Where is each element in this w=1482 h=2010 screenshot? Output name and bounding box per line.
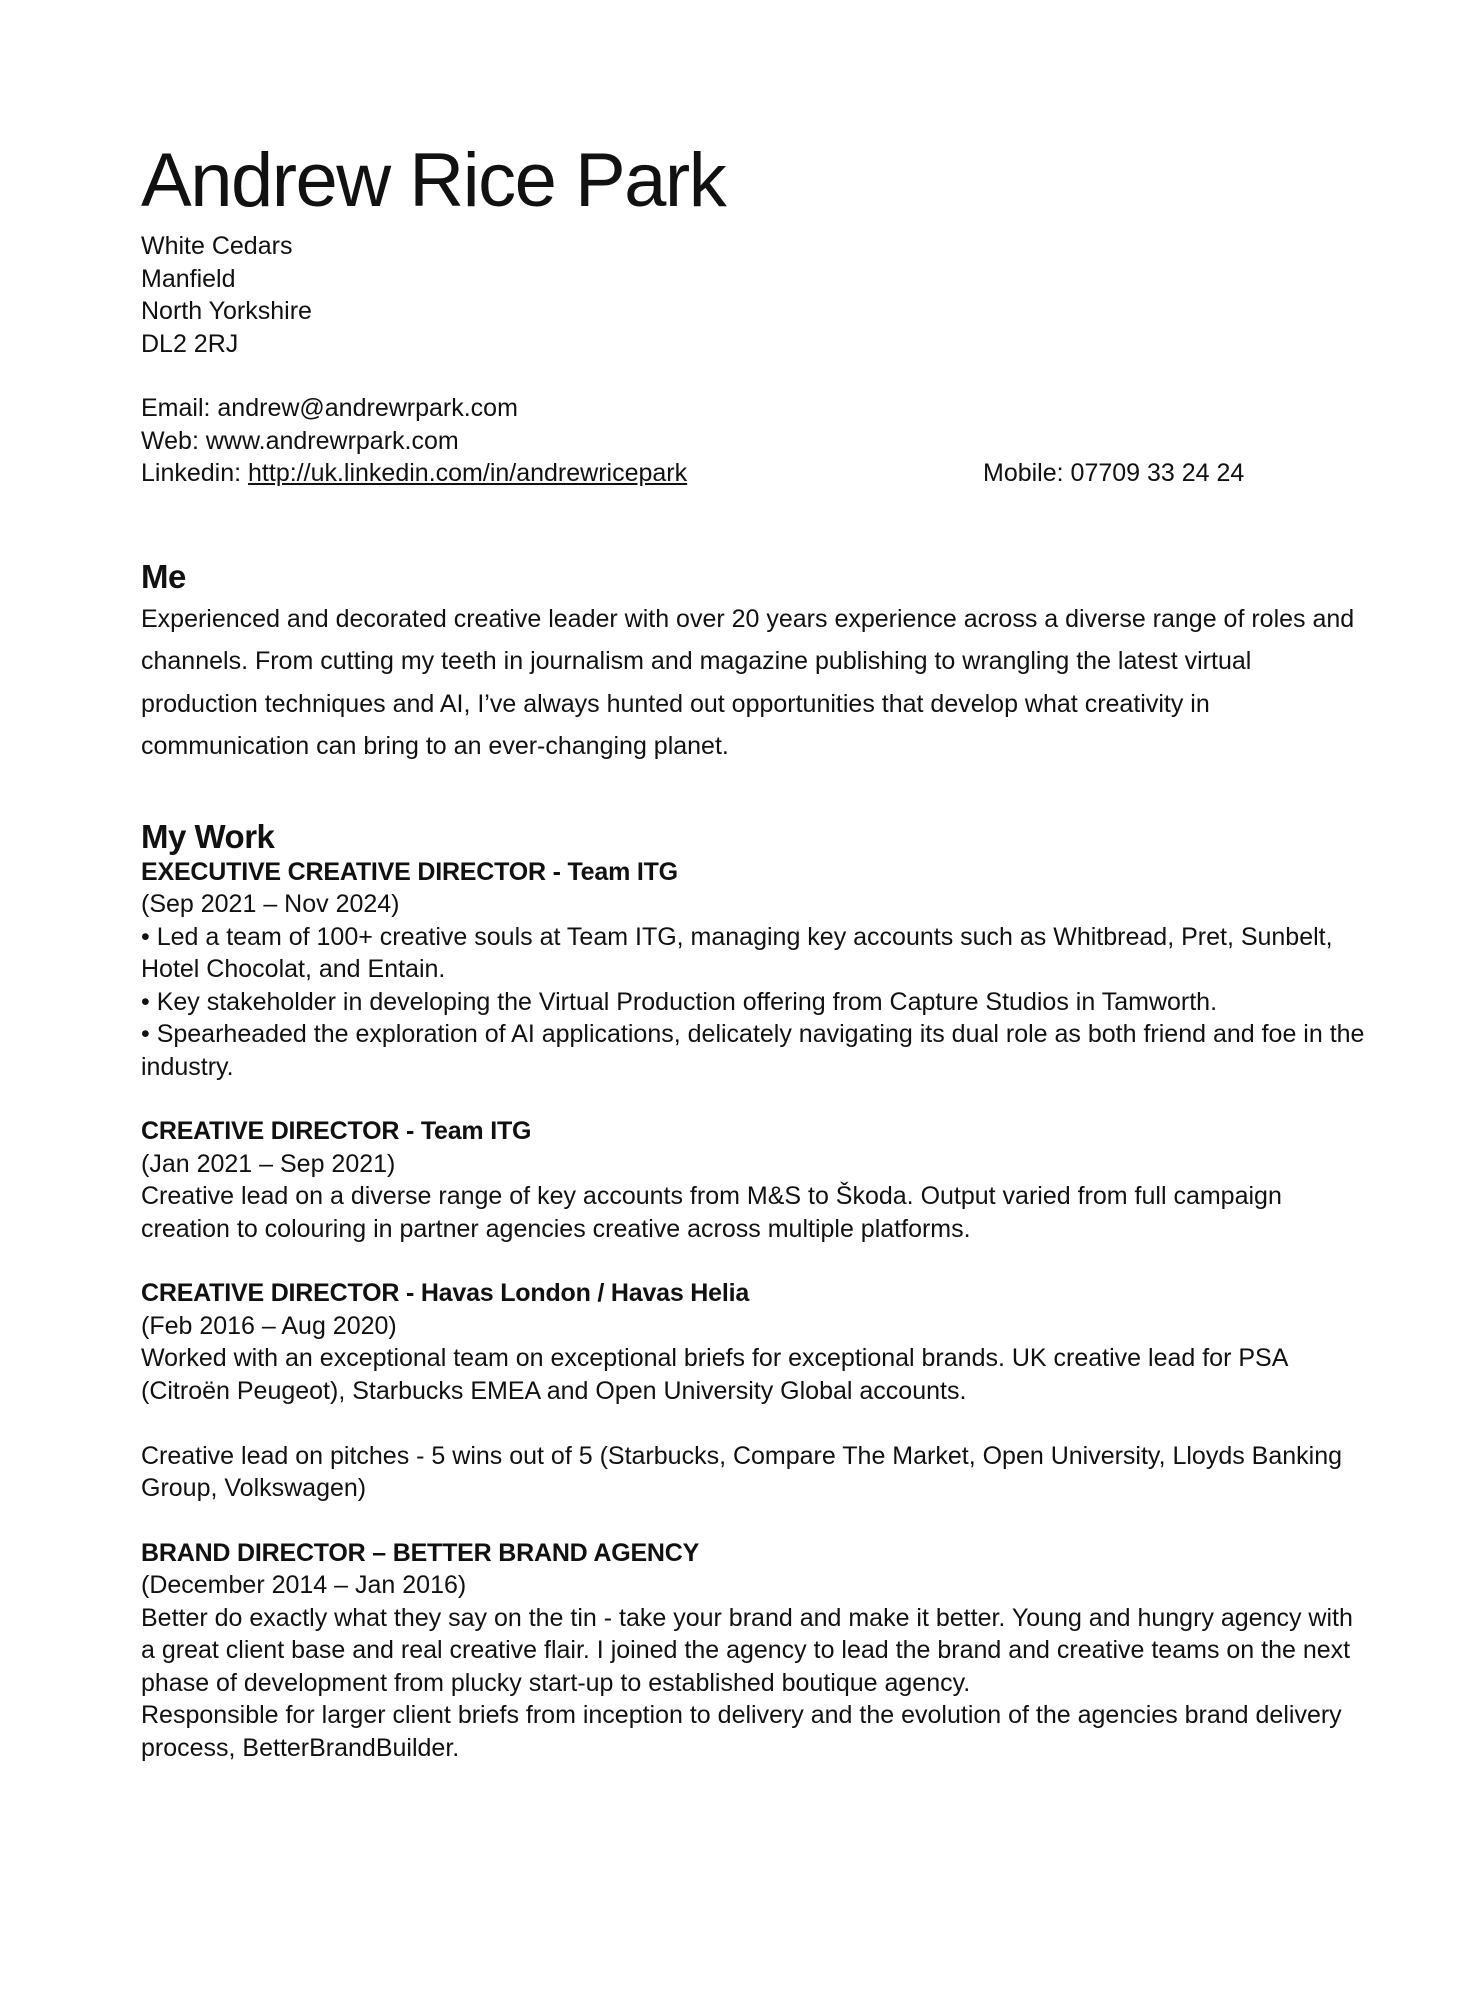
job-description: Creative lead on a diverse range of key accounts from M&S to Škoda. Output varied from full campaign creation to colouring in partner agencies creative across multiple platforms. — [141, 1182, 1282, 1243]
job-title: EXECUTIVE CREATIVE DIRECTOR - Team ITG — [141, 857, 678, 886]
web-line: Web: www.andrewrpark.com — [141, 426, 459, 455]
candidate-name: Andrew Rice Park — [141, 138, 726, 223]
job-description: Creative lead on pitches - 5 wins out of 5 (Starbucks, Compare The Market, Open University, Lloyds Banking Group, Volkswagen) — [141, 1441, 1343, 1502]
job-bullet: • Led a team of 100+ creative souls at Team ITG, managing key accounts such as Whitbread, Pret, Sunbelt, Hotel Chocolat, and Entain. — [141, 922, 1333, 983]
job-entry — [141, 856, 1371, 1084]
job-title: BRAND DIRECTOR – BETTER BRAND AGENCY — [141, 1538, 700, 1567]
paragraph-spacer — [141, 1407, 1371, 1440]
job-bullet: • Key stakeholder in developing the Virtual Production offering from Capture Studios in Tamworth. — [141, 987, 1218, 1016]
me-heading: Me — [141, 557, 186, 595]
job-title: CREATIVE DIRECTOR - Havas London / Havas Helia — [141, 1279, 750, 1307]
mobile-number: Mobile: 07709 33 24 24 — [983, 459, 1245, 487]
contact-details — [141, 392, 1371, 490]
linkedin-line — [141, 457, 1371, 490]
job-description: Worked with an exceptional team on exceptional briefs for exceptional brands. UK creative lead for PSA (Citroën Peugeot), Starbucks EMEA and Open University Global accounts. — [141, 1344, 1287, 1405]
job-dates: (Sep 2021 – Nov 2024) — [141, 890, 400, 918]
address-line: White Cedars — [141, 232, 293, 260]
profile-summary: Experienced and decorated creative leader with over 20 years experience across a diverse range of roles and channels. From cutting my teeth in journalism and magazine publishing to wrangling the latest virtual production techniques and AI, I’ve always hunted out opportunities that develop what creativity in communication can bring to an ever-changing planet. — [141, 604, 1355, 760]
email-line: Email: andrew@andrewrpark.com — [141, 394, 518, 422]
work-heading: My Work — [141, 817, 275, 855]
job-description: Responsible for larger client briefs from inception to delivery and the evolution of the agencies brand delivery process, BetterBrandBuilder. — [141, 1701, 1342, 1762]
resume-page — [141, 138, 1371, 1764]
job-bullet: • Spearheaded the exploration of AI applications, delicately navigating its dual role as both friend and foe in the industry. — [141, 1020, 1365, 1081]
job-entry — [141, 1277, 1371, 1505]
job-dates: (December 2014 – Jan 2016) — [141, 1571, 467, 1599]
job-dates: (Feb 2016 – Aug 2020) — [141, 1311, 397, 1340]
job-entry — [141, 1115, 1371, 1245]
job-entry — [141, 1537, 1371, 1765]
linkedin-link[interactable]: http://uk.linkedin.com/in/andrewricepark — [248, 459, 688, 487]
job-description: Better do exactly what they say on the tin - take your brand and make it better. Young and hungry agency with a great client base and real creative flair. I joined the agency to lead the brand and creative teams on the next phase of development from plucky start-up to established boutique agency. — [141, 1603, 1353, 1697]
address-line: North Yorkshire — [141, 297, 312, 325]
address-line: DL2 2RJ — [141, 329, 239, 358]
linkedin-label: Linkedin: — [141, 459, 249, 487]
job-title: CREATIVE DIRECTOR - Team ITG — [141, 1117, 532, 1145]
postal-address — [141, 230, 1371, 360]
address-line: Manfield — [141, 264, 236, 293]
job-dates: (Jan 2021 – Sep 2021) — [141, 1149, 396, 1178]
